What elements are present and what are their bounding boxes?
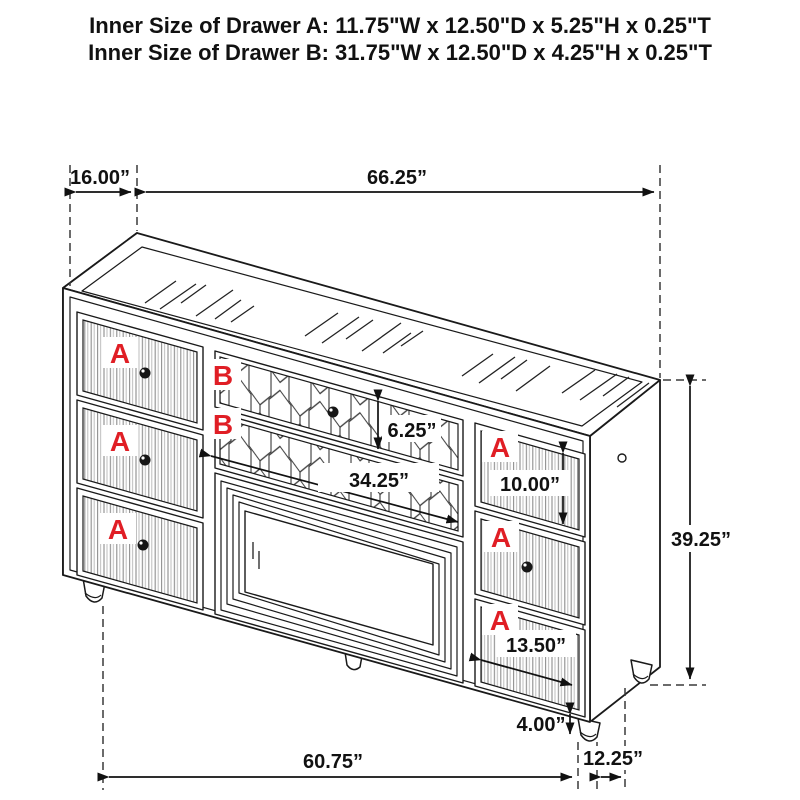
- title-line-drawer-b: Inner Size of Drawer B: 31.75"W x 12.50"D x 4.25"H x 0.25"T: [88, 40, 712, 65]
- dim-label-leg-height: 4.00”: [516, 714, 566, 736]
- knob: [140, 368, 151, 379]
- title-line-drawer-a: Inner Size of Drawer A: 11.75"W x 12.50"D x 5.25"H x 0.25"T: [89, 13, 711, 38]
- dim-label-drawer-b-width: 34.25”: [348, 470, 410, 492]
- drawer-a3-label: A: [107, 514, 129, 545]
- drawer-a6-label: A: [489, 605, 511, 636]
- drawer-b1-label: B: [212, 360, 234, 391]
- drawer-b2-label: B: [212, 409, 234, 440]
- drawer-a1-label: A: [109, 338, 131, 369]
- side-panel-hole: [618, 454, 626, 462]
- dim-label-side-leg-span: 12.25”: [582, 748, 644, 770]
- knob: [140, 455, 151, 466]
- knob: [522, 562, 533, 573]
- dim-label-drawer-b-height: 6.25”: [387, 420, 437, 442]
- dim-label-top-width: 66.25”: [366, 167, 428, 189]
- drawer-a2-label: A: [109, 426, 131, 457]
- dim-label-drawer-a-top-height: 10.00”: [499, 474, 561, 496]
- dim-label-side-depth: 16.00”: [69, 167, 131, 189]
- drawer-a4-label: A: [489, 432, 511, 463]
- dim-label-drawer-a-bottom-height: 13.50”: [505, 635, 567, 657]
- dim-label-overall-height: 39.25”: [670, 529, 732, 551]
- knob: [138, 540, 149, 551]
- knob: [328, 407, 339, 418]
- drawer-a5-label: A: [490, 522, 512, 553]
- dim-label-front-leg-span: 60.75”: [302, 751, 364, 773]
